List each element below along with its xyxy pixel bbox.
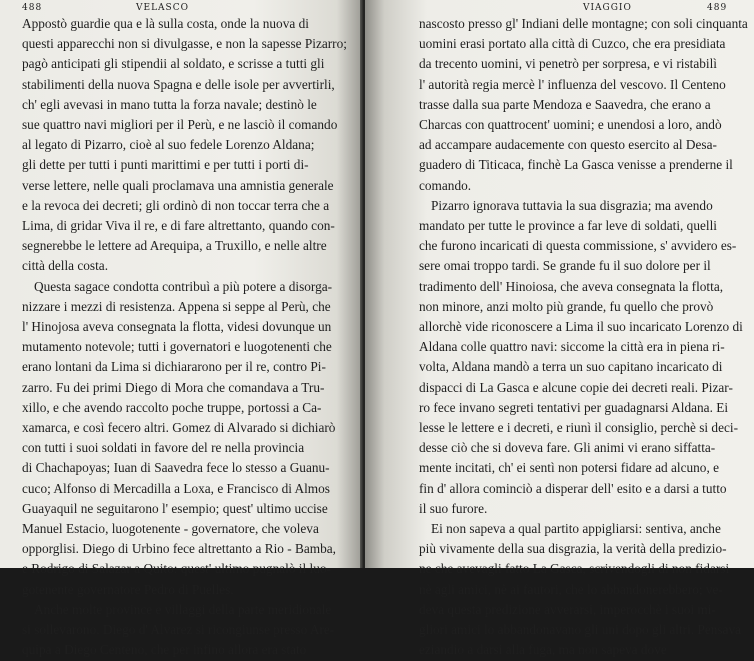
text-line: nè agli amici, nè ai fautori, che lo abbandonerebbero; ve- <box>419 581 723 597</box>
text-line: sere omai troppo tardi. Se grande fu il suo dolore per il <box>419 258 711 274</box>
text-line: l' Hinojosa aveva consegnata la flotta, videsi dovunque un <box>22 319 332 335</box>
text-line: con tutti i suoi soldati in favore del re nella provincia <box>22 440 305 456</box>
text-line: zarro. Fu dei primi Diego di Mora che comandava a Tru- <box>22 379 325 395</box>
text-line: Questa sagace condotta contribuì a più potere a disorga- <box>34 278 333 294</box>
text-line: nizzare i mezzi di resistenza. Appena si seppe al Perù, che <box>22 298 331 314</box>
text-line: verse lettere, nelle quali proclamava una amnistia generale <box>22 177 334 193</box>
text-line: mandato per tutte le province a far leve di soldati, quelli <box>419 218 717 234</box>
text-line: erano lontani da Lima si dichiararono per il re, contro Pi- <box>22 359 326 375</box>
right-page-number: 489 <box>707 3 728 13</box>
text-line: l' autorità regia mercè l' influenza del vescovo. Il Centeno <box>419 76 726 92</box>
left-running-head: VELASCO <box>136 3 189 13</box>
text-line: ne che avevagli fatto La Gasca, scrivendogli di non fidarsi <box>419 561 730 577</box>
left-page <box>0 0 362 658</box>
text-line: xamarca, e così fecero altri. Gomez di Alvarado si dichiarò <box>22 420 336 436</box>
text-line: di Chachapoyas; Iuan di Saavedra fece lo stesso a Guanu- <box>22 460 330 476</box>
left-page-number: 488 <box>22 3 43 13</box>
text-line: da trecento uomini, vi penetrò per sorpresa, e vi ristabilì <box>419 56 717 72</box>
text-line: ro fece invano segreti tentativi per guadagnarsi Aldana. Ei <box>419 399 729 415</box>
text-line: tradimento dell' Hinoiosa, che aveva consegnata la flotta, <box>419 278 724 294</box>
text-line: quipa a Diego Centeno, che per infino allora era stato <box>22 642 307 658</box>
text-line: pagò anticipati gli stipendii al soldato, e scrisse a tutti gli <box>22 56 325 72</box>
text-line: gotenente governatore Pedro di Puelles. <box>22 581 234 597</box>
right-running-head: VIAGGIO <box>583 3 632 13</box>
text-line: nascosto presso gl' Indiani delle montagne; con soli cinquanta <box>419 16 748 31</box>
text-line: desse ciò che si doveva fare. Gli animi vi erano siffatta- <box>419 440 716 456</box>
text-line: allorchè vide riconoscere a Lima il suo incaricato Lorenzo di <box>419 319 743 335</box>
text-line: Guayaquil ne seguitarono l' esempio; quest' ultimo uccise <box>22 500 328 516</box>
text-line: Anche molte province e villaggi della parte meridionale <box>34 601 332 617</box>
text-line: fin d' allora cominciò a disperar dell' esito e a darsi a tutto <box>419 480 727 496</box>
text-line: Aldana colle quattro navi: siccome la città era in piena ri- <box>419 339 725 355</box>
text-line: mutamento notevole; tutti i governatori e luogotenenti che <box>22 339 332 355</box>
text-line: xillo, e che avendo raccolto poche truppe, portossi a Ca- <box>22 399 322 415</box>
text-line: al legato di Pizarro, cioè al suo fedele Lorenzo Aldana; <box>22 137 315 153</box>
text-line: e la revoca dei decreti; gli ordinò di non toccar terra che a <box>22 197 330 213</box>
text-line: Ei non sapeva a qual partito appigliarsi: sentiva, anche <box>431 521 721 537</box>
text-line: dispacci di La Gasca e alcune copie dei decreti reali. Pizar- <box>419 379 733 395</box>
text-line: eziandio a darsi alla fuga, ma non sapeva dove <box>419 642 667 658</box>
text-line: uomini erasi portato alla città di Cuzco, che era presidiata <box>419 36 726 52</box>
text-line: che furono incaricati di questa commissione, s' avvidero es- <box>419 238 737 254</box>
left-page-text <box>22 14 347 661</box>
text-line: stabilimenti della nuova Spagna e delle isole per avvertirli, <box>22 76 335 92</box>
text-line: Lima, di gridar Viva il re, e di fare altrettanto, quando con- <box>22 218 335 234</box>
text-line: si sollevarono. Diego d' Alvarez si ricongiunse presso Are- <box>22 622 335 638</box>
text-line: trasse dalla sua parte Mendoza e Saavedra, che erano a <box>419 96 711 112</box>
text-line: guadero di Titicaca, finchè La Gasca venisse a prenderne il <box>419 157 733 173</box>
text-line: ch' egli avevasi in mano tutta la forza navale; destinò le <box>22 96 317 112</box>
text-line: Manuel Estacio, luogotenente - governatore, che voleva <box>22 521 319 537</box>
text-line: più vivamente della sua disgrazia, la verità della predizio- <box>419 541 727 557</box>
text-line: volta, Aldana mandò a terra un suo capitano incaricato di <box>419 359 723 375</box>
text-line: deva questa predizione avverarsi, imperocchè i suoi mi- <box>419 601 716 617</box>
text-line: gli dette per tutti i punti marittimi e per tutti i porti di- <box>22 157 309 173</box>
text-line: opporglisi. Diego di Urbino fece altrettanto a Rio - Bamba, <box>22 541 337 557</box>
text-line: sue quattro navi migliori per il Perù, e ne lasciò il comando <box>22 117 338 133</box>
text-line: cuco; Alfonso di Mercadilla a Loxa, e Francisco di Almos <box>22 480 330 496</box>
text-line: gliori amici lo abbandonavano gli uni dopo gli altri. Pensava <box>419 622 742 638</box>
text-line: Appostò guardie qua e là sulla costa, onde la nuova di <box>22 16 309 31</box>
text-line: mente incitati, ch' ei sentì non potersi fidare ad alcuno, e <box>419 460 719 476</box>
text-line: Pizarro ignorava tuttavia la sua disgrazia; ma avendo <box>431 197 713 213</box>
text-line: ad accampare audacemente con questo esercito al Desa- <box>419 137 717 153</box>
text-line: città della costa. <box>22 258 109 274</box>
right-page <box>365 0 754 658</box>
text-line: non minore, anzi molto più grande, fu quello che provò <box>419 298 714 314</box>
text-line: Charcas con quattrocent' uomini; e unendosi a loro, andò <box>419 117 722 133</box>
text-line: lesse le lettere e i decreti, e riunì il consiglio, perchè si deci- <box>419 420 738 436</box>
text-line: comando. <box>419 177 472 193</box>
text-line: il suo furore. <box>419 500 488 516</box>
right-page-text <box>419 14 747 661</box>
text-line: e Rodrigo di Salazar a Quito: quest' ultimo pugnalò il luo- <box>22 561 331 577</box>
text-line: questi apparecchi non si divulgasse, e non la sapesse Pizarro; <box>22 36 347 52</box>
text-line: segnerebbe le lettere ad Arequipa, a Truxillo, e nelle altre <box>22 238 327 254</box>
